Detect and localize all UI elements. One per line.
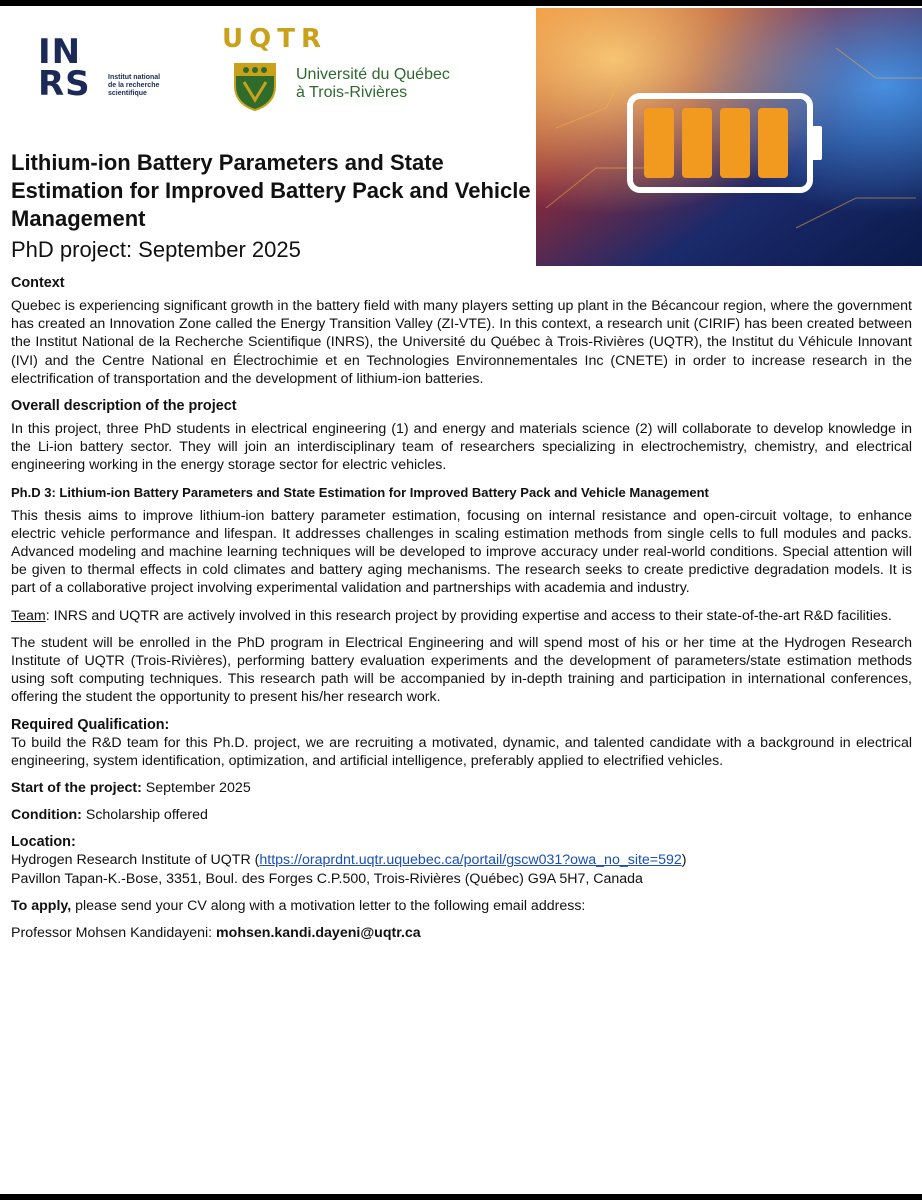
condition-line	[11, 806, 912, 824]
page-subtitle: PhD project: September 2025	[11, 237, 301, 262]
location-heading: Location:	[11, 834, 76, 851]
apply-line	[11, 897, 912, 915]
flyer-page	[0, 6, 922, 1194]
phd3-paragraph: This thesis aims to improve lithium-ion battery parameter estimation, focusing on internal resistance and open-circuit voltage, to enhance electric vehicle performance and lifespan. It addresses challenges in scaling estimation methods from single cells to full modules and packs. Advanced modeling and machine learning techniques will be developed to improve accuracy under real-world conditions. Special attention will be given to thermal effects in cold climates and battery aging mechanisms. The research seeks to create predictive degradation models. It is part of a collaborative project involving experimental validation and partnerships with academia and industry.	[11, 507, 912, 597]
battery-hero-image	[536, 8, 922, 266]
inrs-logo	[38, 32, 178, 108]
inrs-logo-tagline: Institut national de la recherche scientifique	[108, 74, 161, 97]
location-line-2: Pavillon Tapan-K.-Bose, 3351, Boul. des Forges C.P.500, Trois-Rivières (Québec) G9A 5H7, Canada	[11, 870, 643, 887]
page-title: Lithium-ion Battery Parameters and State Estimation for Improved Battery Pack and Vehicle Management	[11, 150, 531, 231]
contact-prefix: Professor Mohsen Kandidayeni:	[11, 925, 217, 942]
contact-line	[11, 924, 912, 942]
context-heading: Context	[11, 275, 65, 291]
apply-text: please send your CV along with a motivation letter to the following email address:	[71, 897, 586, 914]
uqtr-logo-word: UQTR	[222, 24, 327, 54]
qualification-heading: Required Qualification:	[11, 716, 170, 733]
uqtr-logo-name: Université du Québec à Trois-Rivières	[296, 66, 450, 101]
team-label: Team	[11, 607, 46, 624]
contact-email[interactable]: mohsen.kandi.dayeni@uqtr.ca	[216, 925, 421, 942]
overall-heading: Overall description of the project	[11, 398, 237, 415]
team-text: : INRS and UQTR are actively involved in this research project by providing expertise and access to their state-of-the-art R&D facilities.	[45, 607, 892, 624]
location-line-1: Hydrogen Research Institute of UQTR (https://oraprdnt.uqtr.uquebec.ca/portail/gscw031?owa_no_site=592)	[11, 852, 687, 869]
team-paragraph	[11, 607, 912, 625]
document-body	[11, 274, 912, 951]
phd3-heading: Ph.D 3: Lithium-ion Battery Parameters and State Estimation for Improved Battery Pack and Vehicle Management	[11, 484, 709, 500]
student-paragraph: The student will be enrolled in the PhD program in Electrical Engineering and will spend most of his or her time at the Hydrogen Research Institute of UQTR (Trois-Rivières), performing battery evaluation experiments and the development of parameters/state estimation methods using soft computing techniques. This research path will be accompanied by in-depth training and participation in international conferences, offering the student the opportunity to present his/her research work.	[11, 634, 912, 706]
uqtr-logo	[222, 24, 452, 124]
start-label: Start of the project:	[11, 780, 142, 797]
condition-value: Scholarship offered	[81, 807, 208, 824]
uqtr-shield-icon	[232, 60, 278, 112]
overall-paragraph: In this project, three PhD students in electrical engineering (1) and energy and materials science (2) will collaborate to develop knowledge in the Li-ion battery sector. They will join an interdisciplinary team of researchers specializing in electrochemistry, chemistry, and electrical engineering working in the energy storage sector for electric vehicles.	[11, 421, 912, 474]
qualification-paragraph: To build the R&D team for this Ph.D. project, we are recruiting a motivated, dynamic, and talented candidate with a background in electrical engineering, system identification, optimization, and artificial intelligence, preferably applied to electrified vehicles.	[11, 734, 912, 769]
inrs-logo-letters: IN RS	[38, 32, 91, 104]
location-url-link[interactable]: https://oraprdnt.uqtr.uquebec.ca/portail/gscw031?owa_no_site=592	[259, 852, 682, 869]
condition-label: Condition:	[11, 807, 82, 824]
start-line	[11, 779, 912, 797]
context-paragraph: Quebec is experiencing significant growth in the battery field with many players setting up plant in the Bécancour region, where the government has created an Innovation Zone called the Energy Transition Valley (ZI-VTE). In this context, a research unit (CIRIF) has been created between the Institut National de la Recherche Scientifique (INRS), the Université du Québec à Trois-Rivières (UQTR), the Institut du Véhicule Innovant (IVI) and the Centre National en Électrochimie et en Technologies Environnementales Inc (CNETE) in order to increase research in the electrification of transportation and the development of lithium-ion batteries.	[11, 298, 912, 387]
start-value: September 2025	[141, 780, 251, 797]
apply-label: To apply,	[11, 897, 72, 914]
